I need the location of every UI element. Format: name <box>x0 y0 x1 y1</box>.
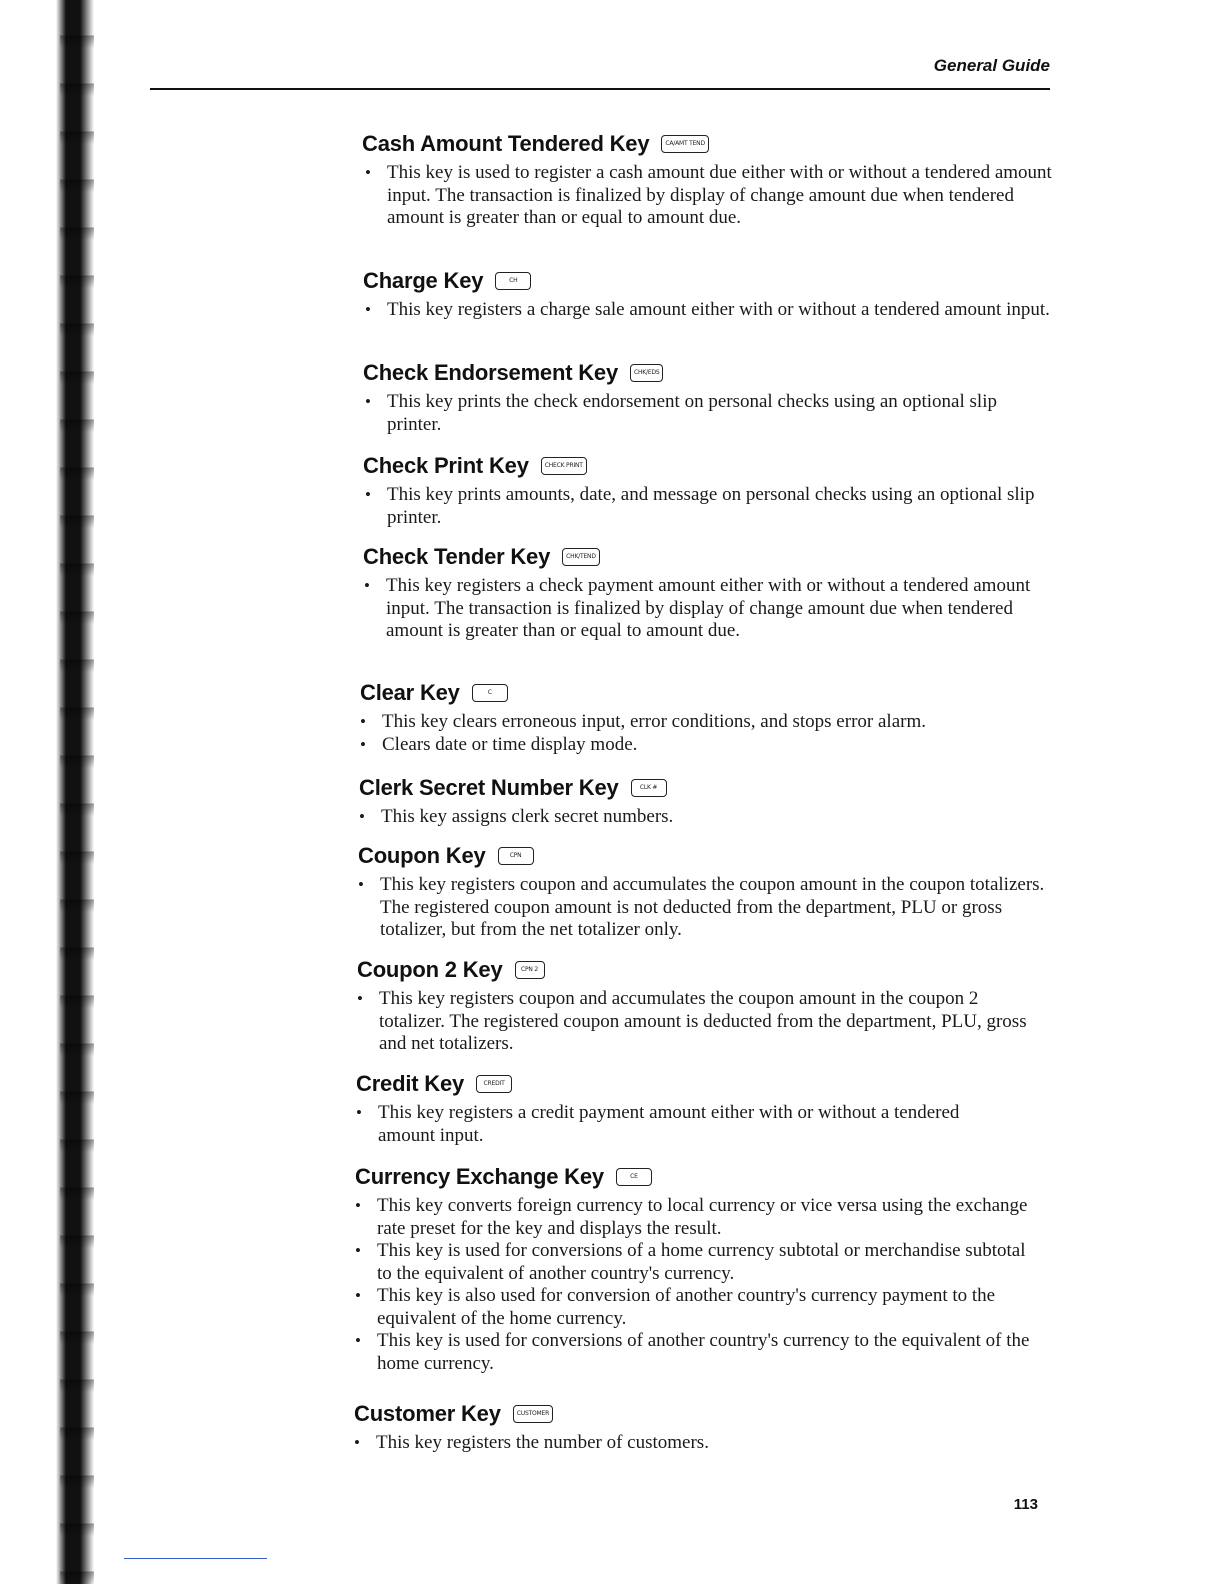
section-heading <box>357 955 1224 985</box>
section-heading <box>363 266 1224 296</box>
section-title: Clear Key <box>360 680 460 705</box>
bullet-item: • This key is used to register a cash amount due either with or without a tendered amount input. The transaction is finalized by display of change amount due when tendered amount is greater than or equal to amount due. <box>365 162 1055 230</box>
key-icon: CE <box>616 1168 652 1186</box>
key-icon: CA/AMT TEND <box>661 135 709 153</box>
bullet-list <box>360 711 1060 756</box>
bullet-item: • This key is used for conversions of a home currency subtotal or merchandise subtotal to the equivalent of another country's currency. <box>355 1240 1035 1285</box>
section-heading <box>355 1162 1224 1192</box>
key-icon: CHK/TEND <box>562 548 600 566</box>
section-title: Customer Key <box>354 1401 501 1426</box>
bullet-item: • This key converts foreign currency to local currency or vice versa using the exchange rate preset for the key and displays the result. <box>355 1195 1035 1240</box>
bullet-list <box>359 806 1059 829</box>
section-title: Coupon Key <box>358 843 486 868</box>
section-title: Credit Key <box>356 1071 465 1096</box>
bullet-item: • This key prints the check endorsement on personal checks using an optional slip printer. <box>365 391 1025 436</box>
bullet-list <box>365 162 1055 230</box>
section-heading <box>358 841 1224 871</box>
bullet-item: • This key registers coupon and accumulates the coupon amount in the coupon 2 totalizer. The registered coupon amount is deducted from the department, PLU, gross and net totalizers. <box>357 988 1037 1056</box>
section-heading <box>360 678 1224 708</box>
section-cash-amount-tendered-key <box>0 129 1224 230</box>
bullet-item: • This key prints amounts, date, and message on personal checks using an optional slip printer. <box>365 484 1055 529</box>
section-heading <box>363 358 1224 388</box>
bullet-item: • This key registers a charge sale amount either with or without a tendered amount input. <box>365 299 1055 322</box>
section-title: Check Print Key <box>363 453 529 478</box>
section-heading <box>359 773 1224 803</box>
bullet-item: • This key registers a check payment amount either with or without a tendered amount input. The transaction is finalized by display of change amount due when tendered amount is greater than or equal to amount due. <box>364 575 1054 643</box>
section-credit-key <box>0 1069 1224 1147</box>
key-icon: CPN 2 <box>515 961 545 979</box>
bullet-item: • Clears date or time display mode. <box>360 734 1060 757</box>
section-clear-key <box>0 678 1224 756</box>
section-heading <box>356 1069 1224 1099</box>
section-title: Coupon 2 Key <box>357 957 503 982</box>
bullet-list <box>365 484 1055 529</box>
section-charge-key <box>0 266 1224 322</box>
key-icon: CPN <box>498 847 534 865</box>
section-currency-exchange-key <box>0 1162 1224 1375</box>
key-icon: CHK/EDS <box>630 364 663 382</box>
bullet-list <box>356 1102 1016 1147</box>
bullet-list <box>354 1432 1054 1455</box>
bullet-item: • This key assigns clerk secret numbers. <box>359 806 1059 829</box>
bullet-item: • This key registers a credit payment amount either with or without a tendered amount input. <box>356 1102 1016 1147</box>
section-title: Charge Key <box>363 268 484 293</box>
section-title: Cash Amount Tendered Key <box>362 131 650 156</box>
section-heading <box>363 451 1224 481</box>
section-heading <box>363 542 1224 572</box>
page-number: 113 <box>1013 1496 1038 1513</box>
bullet-item: • This key registers coupon and accumulates the coupon amount in the coupon totalizers. The registered coupon amount is not deducted from the department, PLU or gross totalizer, but from the net totalizer only. <box>358 874 1058 942</box>
bullet-item: • This key is used for conversions of another country's currency to the equivalent of the home currency. <box>355 1330 1035 1375</box>
section-title: Clerk Secret Number Key <box>359 775 619 800</box>
bullet-list <box>358 874 1058 942</box>
section-check-tender-key <box>0 542 1224 643</box>
section-customer-key <box>0 1399 1224 1455</box>
key-icon: CH <box>495 272 531 290</box>
key-icon: CHECK PRINT <box>541 457 587 475</box>
section-clerk-secret-number-key <box>0 773 1224 829</box>
bullet-list <box>355 1195 1035 1375</box>
section-heading <box>362 129 1224 159</box>
running-header: General Guide <box>933 56 1050 75</box>
section-title: Check Endorsement Key <box>363 360 618 385</box>
section-check-endorsement-key <box>0 358 1224 436</box>
footer-rule <box>124 1558 267 1559</box>
section-heading <box>354 1399 1224 1429</box>
section-title: Check Tender Key <box>363 544 551 569</box>
key-icon: CUSTOMER <box>513 1405 553 1423</box>
bullet-item: • This key registers the number of customers. <box>354 1432 1054 1455</box>
section-title: Currency Exchange Key <box>355 1164 604 1189</box>
bullet-list <box>364 575 1054 643</box>
bullet-list <box>365 299 1055 322</box>
bullet-list <box>365 391 1025 436</box>
section-coupon-key <box>0 841 1224 942</box>
bullet-item: • This key clears erroneous input, error conditions, and stops error alarm. <box>360 711 1060 734</box>
bullet-item: • This key is also used for conversion of another country's currency payment to the equivalent of the home currency. <box>355 1285 1035 1330</box>
key-icon: C <box>472 684 508 702</box>
section-check-print-key <box>0 451 1224 529</box>
key-icon: CLK # <box>631 779 667 797</box>
section-coupon-2-key <box>0 955 1224 1056</box>
bullet-list <box>357 988 1037 1056</box>
key-icon: CREDIT <box>476 1075 512 1093</box>
